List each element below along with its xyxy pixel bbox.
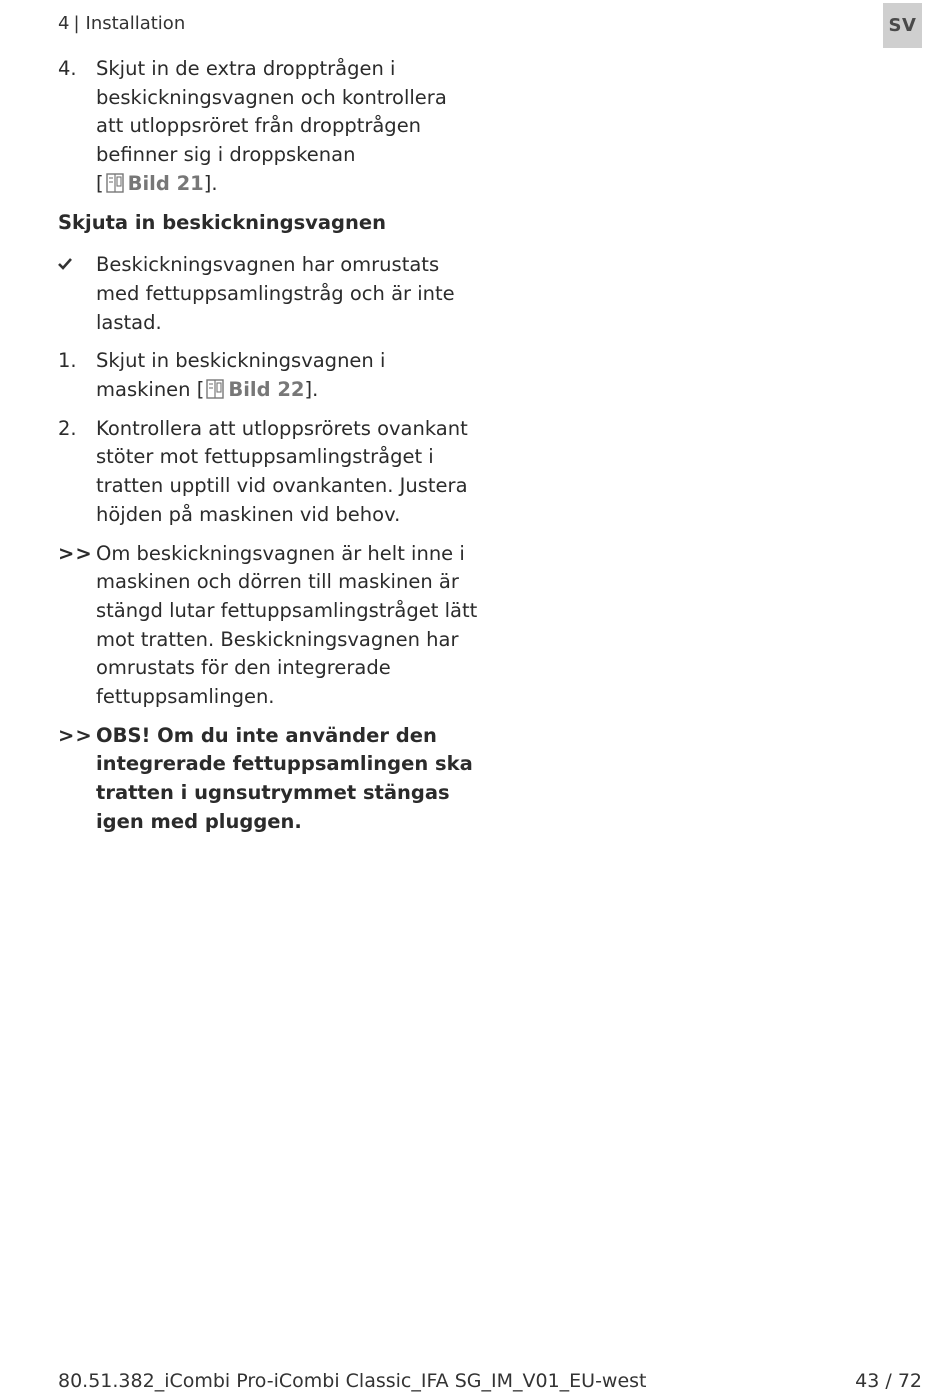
result-marker: >>: [58, 723, 93, 747]
figure-link-bild-22[interactable]: Bild 22: [228, 378, 305, 402]
result-1: [58, 540, 478, 712]
step-text: Skjut in beskickningsvagnen i maskinen [ Bild 22].: [96, 349, 386, 402]
step-text: Kontrollera att utloppsrörets ovankant stöter mot fettuppsamlingstråget i tratten upptill vid ovankanten. Justera höjden på maskinen vid behov.: [96, 416, 468, 526]
chapter-title: Installation: [85, 13, 186, 34]
header-separator: |: [73, 13, 80, 34]
figure-reference-icon: [106, 173, 124, 193]
step-2: [58, 415, 478, 530]
document-id: 80.51.382_iCombi Pro-iCombi Classic_IFA SG_IM_V01_EU-west: [58, 1370, 647, 1392]
precondition-text: Beskickningsvagnen har omrustats med fettuppsamlingstråg och är inte lastad.: [96, 253, 455, 334]
result-2: [58, 722, 478, 837]
language-badge: SV: [883, 3, 922, 48]
warning-text: OBS! Om du inte använder den integrerade fettuppsamlingen ska tratten i ugnsutrymmet stängas igen med pluggen.: [96, 723, 473, 833]
page-header: [58, 11, 185, 37]
chapter-number: 4: [58, 13, 70, 34]
section-heading: Skjuta in beskickningsvagnen: [58, 210, 387, 234]
step-4: [58, 55, 478, 199]
page-number: 43 / 72: [855, 1370, 922, 1392]
step-number: 4.: [58, 57, 77, 80]
precondition: [58, 251, 478, 337]
result-text: Om beskickningsvagnen är helt inne i maskinen och dörren till maskinen är stängd lutar fettuppsamlingstråget lätt mot tratten. Beskickningsvagnen har omrustats för den integrerade fettuppsamlingen.: [96, 541, 478, 709]
result-marker: >>: [58, 541, 93, 565]
step-number: 1.: [58, 349, 77, 373]
figure-reference-icon: [206, 379, 224, 399]
step-text: Skjut in de extra dropptrågen i beskickningsvagnen och kontrollera att utloppsröret från dropptrågen befinner sig i droppskenan [ Bild 21].: [96, 57, 447, 195]
figure-link-bild-21[interactable]: Bild 21: [127, 171, 204, 195]
checkmark-icon: [58, 251, 96, 337]
step-number: 2.: [58, 416, 77, 440]
page-content: [58, 55, 478, 847]
step-1: [58, 347, 478, 404]
